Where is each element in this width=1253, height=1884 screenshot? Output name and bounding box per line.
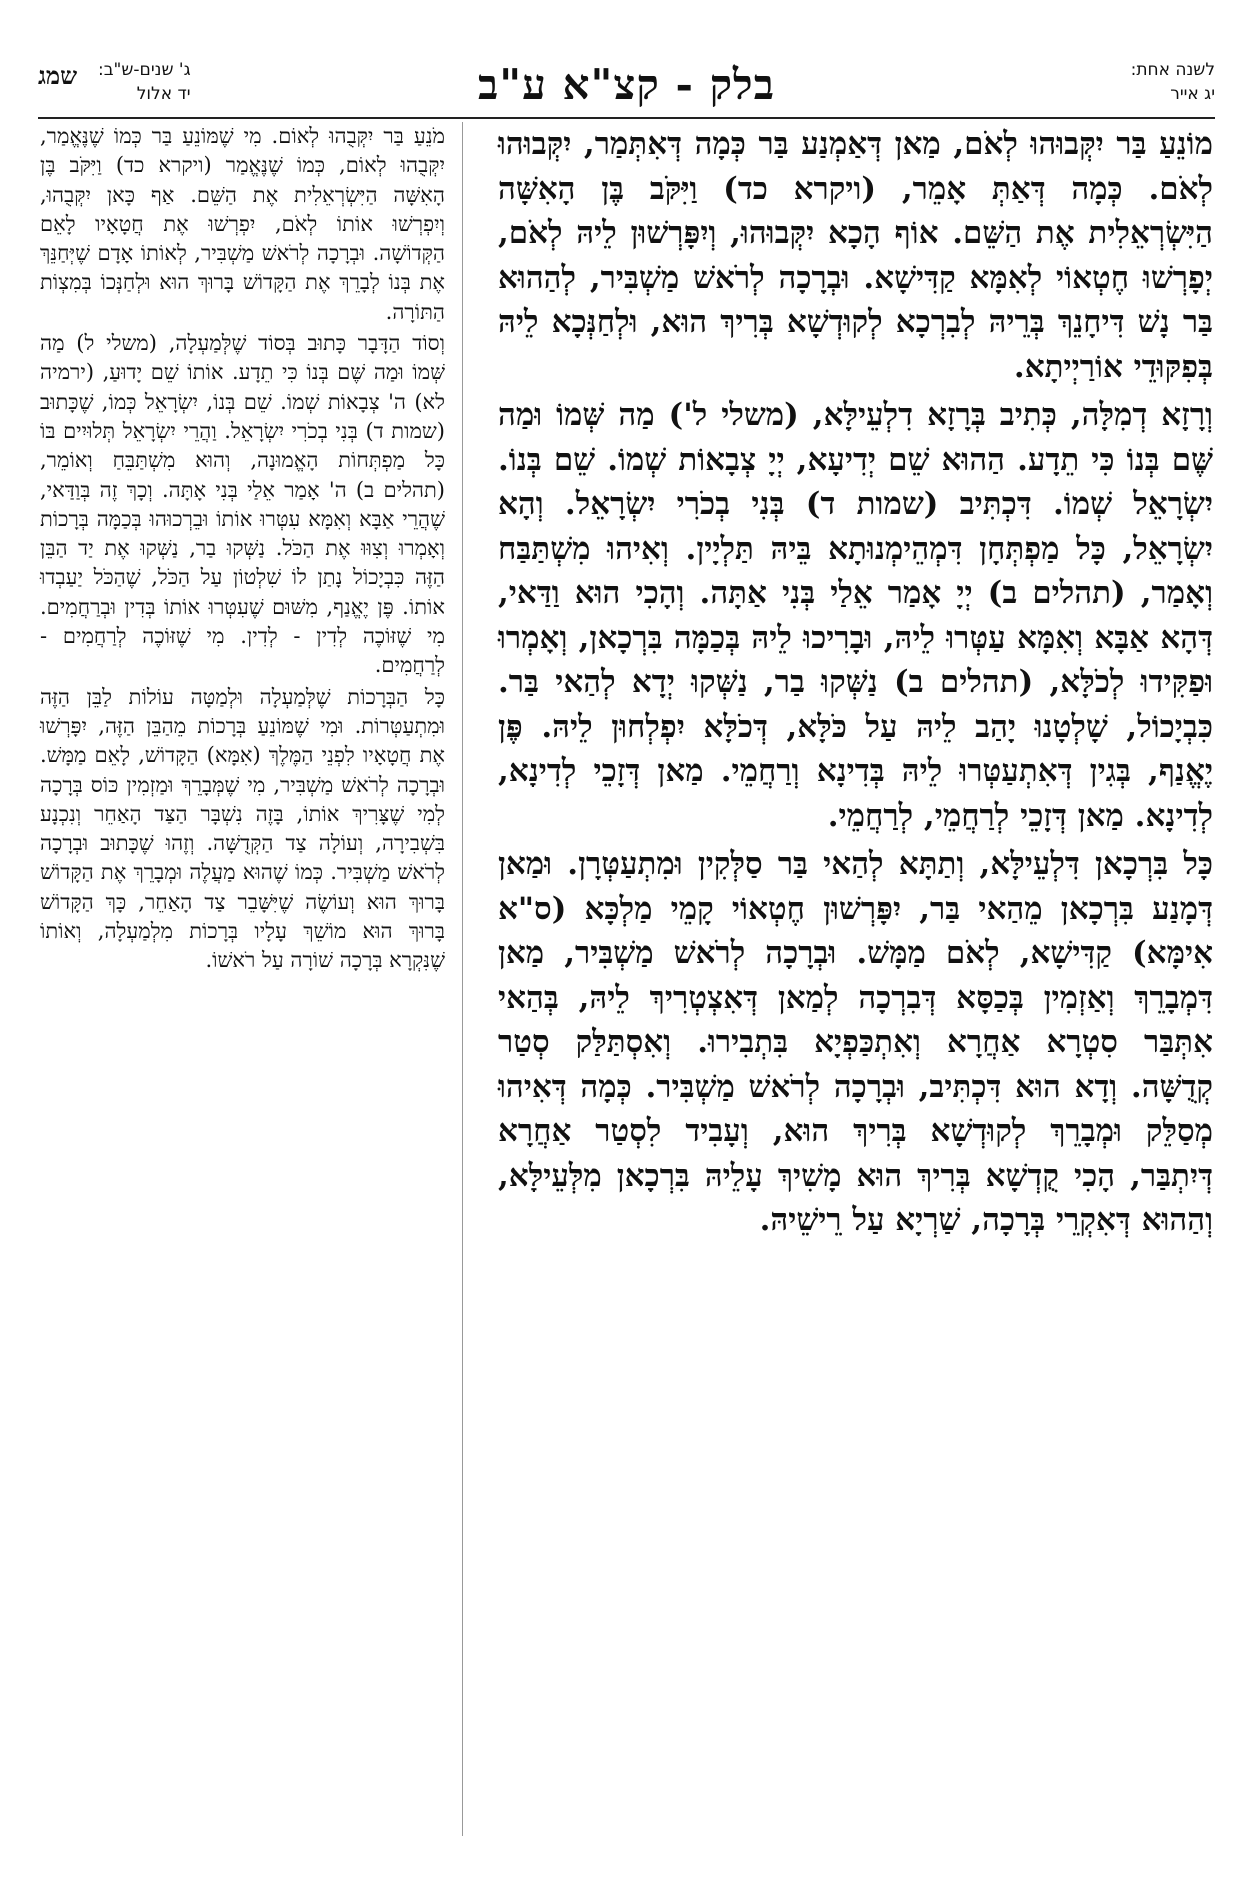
main-paragraph: כָּל בִּרְכָאן דִּלְעֵילָּא, וְתַתָּא לְהַאי בַּר סַלְּקִין וּמִתְעַטְּרָן. וּמַאן דְּמָנַע בִּרְכָאן מֵהַאי בַּר, יִפָּרְשׁוּן חֶטְאוֹי קָמֵי מַלְכָּא (ס"א אִימָּא) קַדִּישָׁא, לְאֹם מַמָּשׁ. וּבְרָכָה לְרֹאשׁ מַשְׁבִּיר, מַאן דִּמְבָרֵךְ וְאַזְמִין בְּכַסָּא דְּבִרְכָה לְמַאן דְּאִצְטְרִיךְ לֵיהּ, בְּהַאי אִתְּבַּר סִטְרָא אַחֲרָא וְאִתְכַּפְיָא בִּתְבִירוּ. וְאִסְתַּלַּק סְטַר קְדֻשָּׁה. וְדָא הוּא דִּכְתִּיב, וּבְרָכָה לְרֹאשׁ מַשְׁבִּיר. כְּמָה דְּאִיהוּ מְסַלֵּק וּמְבָרֵךְ לְקוּדְשָׁא בְּרִיךְ הוּא, וְעָבִיד לִסְטַר אַחֲרָא דְּיִתְבַּר, הָכִי קֻדְשָׁא בְּרִיךְ הוּא מָשִׁיךְ עָלֵיהּ בִּרְכָאן מִלְּעֵילָּא, וְהַהוּא דְּאִקְרֵי בְּרָכָה, שַׁרְיָא עַל רֵישֵׁיהּ. bbox=[498, 846, 1213, 1238]
translation-paragraph: כָּל הַבְּרָכוֹת שֶׁלְּמַעְלָה וּלְמַטָּה עוֹלוֹת לַבֵּן הַזֶּה וּמִתְעַטְּרוֹת. וּמִי שֶׁמּוֹנֵעַ בְּרָכוֹת מֵהַבֵּן הַזֶּה, יִפָּרְשׁוּ אֶת חֲטָאָיו לִפְנֵי הַמֶּלֶךְ (אִמָּא) הַקָּדוֹשׁ, לָאֵם מַמָּשׁ. וּבְרָכָה לְרֹאשׁ מַשְׁבִּיר, מִי שֶׁמְּבָרֵךְ וּמַזְמִין כּוֹס בְּרָכָה לְמִי שֶׁצָּרִיךְ אוֹתוֹ, בָּזֶה נִשְׁבָּר הַצַּד הָאַחֵר וְנִכְנָע בִּשְׁבִירָה, וְעוֹלָה צַד הַקְּדֻשָּׁה. וְזֶהוּ שֶׁכָּתוּב וּבְרָכָה לְרֹאשׁ מַשְׁבִּיר. כְּמוֹ שֶׁהוּא מַעֲלֶה וּמְבָרֵךְ אֶת הַקָּדוֹשׁ בָּרוּךְ הוּא וְעוֹשֶׂה שֶׁיִּשָּׁבֵר צַד הָאַחֵר, כָּךְ הַקָּדוֹשׁ בָּרוּךְ הוּא מוֹשֵׁךְ עָלָיו בְּרָכוֹת מִלְמַעְלָה, וְאוֹתוֹ שֶׁנִּקְרָא בְּרָכָה שׁוֹרָה עַל רֹאשׁוֹ. bbox=[40, 684, 445, 973]
header-rule bbox=[38, 117, 1215, 119]
main-text-column bbox=[498, 122, 1213, 1844]
schedule-label: ג' שנים-ש"ב: bbox=[98, 60, 191, 80]
schedule-label: לשנה אחת: bbox=[1130, 60, 1215, 80]
main-paragraph: וְרָזָא דְמִלָּה, כְּתִיב בְּרָזָא דִלְעֵילָּא, (משלי ל') מַה שְּׁמוֹ וּמַה שֶּׁם בְּנוֹ כִּי תֵדָע. הַהוּא שֵׁם יְדִיעָא, יְיָ צְבָאוֹת שְׁמוֹ. שֵׁם בְּנוֹ. יִשְׂרָאֵל שְׁמוֹ. דִּכְתִּיב (שמות ד) בְּנִי בְכֹרִי יִשְׂרָאֵל. וְהָא יִשְׂרָאֵל, כָּל מַפְתְּחָן דִּמְהֵימְנוּתָא בֵּיהּ תַּלְיָין. וְאִיהוּ מִשְׁתַּבַּח וְאָמַר, (תהלים ב) יְיָ אָמַר אֵלַי בְּנִי אַתָּה. וְהָכִי הוּא וַדַּאי, דְּהָא אַבָּא וְאִמָּא עַטְּרוּ לֵיהּ, וּבָרִיכוּ לֵיהּ בְּכַמָּה בִּרְכָאן, וְאָמְרוּ וּפַקִּידוּ לְכֹלָּא, (תהלים ב) נַשְּׁקוּ בַר, נַשְּׁקוּ יְדָא לְהַאי בַּר. כִּבְיָכוֹל, שָׁלְטָנוּ יָהַב לֵיהּ עַל כֹּלָּא, דְּכֹלָּא יִפְלְחוּן לֵיהּ. פֶּן יֶאֱנַף, בְּגִין דְּאִתְעַטְּרוּ לֵיהּ בְּדִינָא וְרַחֲמֵי. מַאן דְּזָכֵי לְדִינָא, לְדִינָא. מַאן דְּזָכֵי לְרַחֲמֵי, לְרַחֲמֵי. bbox=[498, 397, 1213, 834]
schedule-date: יג אייר bbox=[1170, 84, 1215, 104]
translation-paragraph: וְסוֹד הַדָּבָר כָּתוּב בְּסוֹד שֶׁלְּמַעְלָה, (משלי ל) מַה שְּׁמוֹ וּמַה שֶּׁם בְּנוֹ כִּי תֵדָע. אוֹתוֹ שֵׁם יָדוּעַ, (ירמיה לא) ה' צְבָאוֹת שְׁמוֹ. שֵׁם בְּנוֹ, יִשְׂרָאֵל כְּמוֹ, שֶׁכָּתוּב (שמות ד) בְּנִי בְכֹרִי יִשְׂרָאֵל. וַהֲרֵי יִשְׂרָאֵל תְּלוּיִים בּוֹ כָּל מַפְתְּחוֹת הָאֱמוּנָה, וְהוּא מִשְׁתַּבֵּחַ וְאוֹמֵר, (תהלים ב) ה' אָמַר אֵלַי בְּנִי אָתָּה. וְכָךְ זֶה בְּוַדַּאי, שֶׁהֲרֵי אַבָּא וְאִמָּא עִטְּרוּ אוֹתוֹ וּבֵרְכוּהוּ בְּכַמָּה בְּרָכוֹת וְאָמְרוּ וְצִוּוּ אֶת הַכֹּל. נַשְּׁקוּ בַר, נַשְּׁקוּ אֶת יַד הַבֵּן הַזֶּה כִּבְיָכוֹל נָתַן לוֹ שִׁלְטוֹן עַל הַכֹּל, שֶׁהַכֹּל יַעַבְדוּ אוֹתוֹ. פֶּן יֶאֱנַף, מִשּׁוּם שֶׁעִטְּרוּ אוֹתוֹ בְּדִין וּבְרַחֲמִים. מִי שֶׁזּוֹכֶה לְדִין - לְדִין. מִי שֶׁזּוֹכֶה לְרַחֲמִים - לְרַחֲמִים. bbox=[40, 331, 445, 678]
main-paragraph: מוֹנֵעַ בַּר יִקְּבוּהוּ לְאֹם, מַאן דְּאַמְנַע בַּר כְּמָה דְּאִתְּמַר, יִקְּבוּהוּ לְאֹם. כְּמָה דְּאַתְּ אָמֵר, (ויקרא כד) וַיִּקֹּב בֶּן הָאִשָּׁה הַיִּשְׂרְאֵלִית אֶת הַשֵּׁם. אוֹף הָכָא יִקְּבוּהוּ, וְיִפָּרְשׁוּן לֵיהּ לְאֹם, יְפָרְשׁוּ חֶטְאוֹי לְאִמָּא קַדִּישָׁא. וּבְרָכָה לְרֹאשׁ מַשְׁבִּיר, לְהַהוּא בַּר נָשׁ דִּיחָנֵךְ בְּרֵיהּ לְבִרְכָא לְקוּדְשָׁא בְּרִיךְ הוּא, וּלְחַנְּכָא לֵיהּ בְּפִקּוּדֵי אוֹרַיְיתָא. bbox=[498, 126, 1213, 385]
schedule-date: יד אלול bbox=[136, 84, 191, 104]
translation-paragraph: מֹנֵעַ בַּר יִקְּבֻהוּ לְאוֹם. מִי שֶׁמּוֹנֵעַ בַּר כְּמוֹ שֶׁנֶּאֱמַר, יִקְּבֻהוּ לְאוֹם, כְּמוֹ שֶׁנֶּאֱמַר (ויקרא כד) וַיִּקֹּב בֶּן הָאִשָּׁה הַיִּשְׂרְאֵלִית אֶת הַשֵּׁם. אַף כָּאן יִקְּבֻהוּ, וְיִפְרְשׁוּ אוֹתוֹ לְאֹם, יִפְרְשׁוּ אֶת חֲטָאָיו לָאֵם הַקְּדוֹשָׁה. וּבְרָכָה לְרֹאשׁ מַשְׁבִּיר, לְאוֹתוֹ אָדָם שֶׁיְּחַנֵּךְ אֶת בְּנוֹ לְבָרֵךְ אֶת הַקָּדוֹשׁ בָּרוּךְ הוּא וּלְחַנְּכוֹ בְּמִצְוֹת הַתּוֹרָה. bbox=[40, 124, 445, 324]
running-header bbox=[38, 58, 1215, 118]
page-number: שמג bbox=[38, 61, 78, 90]
translation-column bbox=[40, 122, 445, 1844]
schedule-three-year-meta bbox=[98, 58, 191, 106]
column-divider bbox=[462, 122, 463, 1836]
page-title: בלק - קצ"א ע"ב bbox=[478, 60, 775, 109]
